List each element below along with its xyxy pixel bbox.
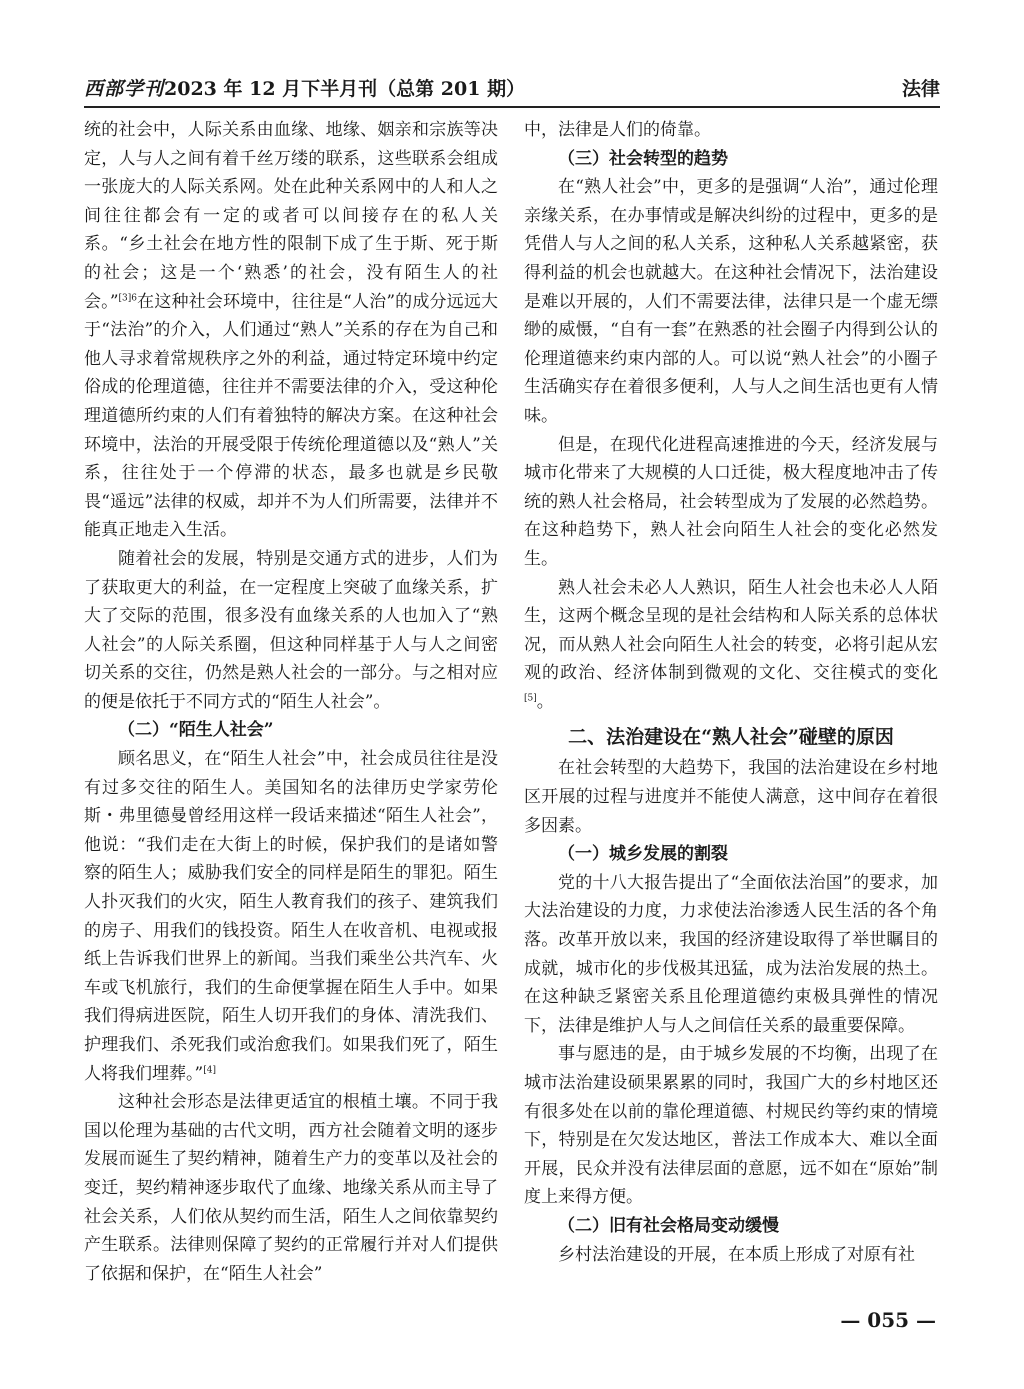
paragraph <box>524 869 938 1041</box>
header-rule <box>84 106 940 108</box>
paragraph <box>524 574 938 717</box>
paragraph-text: 在“熟人社会”中，更多的是强调“人治”，通过伦理亲缘关系，在办事情或是解决纠纷的过程中，更多的是凭借人与人之间的私人关系，这种私人关系越紧密，获得利益的机会也就越大。在这种社会情况下，法治建设是难以开展的，人们不需要法律，法律只是一个虚无缥缈的威慑，“自有一套”在熟悉的社会圈子内得到公认的伦理道德来约束内部的人。可以说“熟人社会”的小圈子生活确实存在着很多便利，人与人之间生活也更有人情味。 <box>524 177 938 426</box>
journal-title <box>84 74 525 101</box>
subsection-heading: （二）旧有社会格局变动缓慢 <box>558 1215 779 1236</box>
paragraph <box>524 431 938 574</box>
paragraph <box>84 116 498 545</box>
subsection-heading: （三）社会转型的趋势 <box>558 148 728 169</box>
paragraph-text: 中，法律是人们的倚靠。 <box>524 120 711 140</box>
subsection-heading: （二）“陌生人社会” <box>118 720 274 741</box>
paragraph <box>524 116 938 145</box>
paragraph-text: 乡村法治建设的开展，在本质上形成了对原有社 <box>558 1244 915 1265</box>
paragraph-text: 统的社会中，人际关系由血缘、地缘、姻亲和宗族等决定，人与人之间有着千丝万缕的联系，这些联系会组成一张庞大的人际关系网。处在此种关系网中的人和人之间往往都会有一定的或者可以间接存在的私人关系。“乡土社会在地方性的限制下成了生于斯、死于斯的社会；这是一个‘熟悉’的社会，没有陌生人的社会。” <box>84 120 498 312</box>
paragraph-text: 在社会转型的大趋势下，我国的法治建设在乡村地区开展的过程与进度并不能使人满意，这中间存在着很多因素。 <box>524 758 938 836</box>
paragraph-text: 这种社会形态是法律更适宜的根植土壤。不同于我国以伦理为基础的古代文明，西方社会随着文明的逐步发展而诞生了契约精神，随着生产力的变革以及社会的变迁，契约精神逐步取代了血缘、地缘关系从而主导了社会关系，人们依从契约而生活，陌生人之间依靠契约产生联系。法律则保障了契约的正常履行并对人们提供了依据和保护，在“陌生人社会” <box>84 1092 498 1284</box>
paragraph <box>84 1088 498 1288</box>
citation-ref: [5] <box>524 693 537 704</box>
paragraph-text: 党的十八大报告提出了“全面依法治国”的要求，加大法治建设的力度，力求使法治渗透人民生活的各个角落。改革开放以来，我国的经济建设取得了举世瞩目的成就，城市化的步伐极其迅猛，成为法治发展的热土。在这种缺乏紧密关系且伦理道德约束极具弹性的情况下，法律是维护人与人之间信任关系的最重要保障。 <box>524 872 938 1036</box>
right-column <box>524 116 938 1269</box>
section-label: 法律 <box>901 78 940 100</box>
page-number: — 055 — <box>840 1308 936 1332</box>
journal-logo: 西部学刊 <box>84 78 165 100</box>
left-column <box>84 116 498 1288</box>
paragraph-text: 熟人社会未必人人熟识，陌生人社会也未必人人陌生，这两个概念呈现的是社会结构和人际关系的总体状况，而从熟人社会向陌生人社会的转变，必将引起从宏观的政治、经济体制到微观的文化、交往模式的变化 <box>524 577 938 684</box>
paragraph-text-continued: 在这种社会环境中，往往是“人治”的成分远远大于“法治”的介入，人们通过“熟人”关系的存在为自己和他人寻求着常规秩序之外的利益，通过特定环境中约定俗成的伦理道德，往往并不需要法律的介入，受这种伦理道德所约束的人们有着独特的解决方案。在这种社会环境中，法治的开展受限于传统伦理道德以及“熟人”关系，往往处于一个停滞的状态，最多也就是乡民敬畏“遥远”法律的权威，却并不为人们所需要，法律并不能真正地走入生活。 <box>84 291 498 541</box>
paragraph <box>524 1241 938 1270</box>
paragraph-text: 事与愿违的是，由于城乡发展的不均衡，出现了在城市法治建设硕果累累的同时，我国广大的乡村地区还有很多处在以前的靠伦理道德、村规民约等约束的情境下，特别是在欠发达地区，普法工作成本大、难以全面开展，民众并没有法律层面的意愿，远不如在“原始”制度上来得方便。 <box>524 1044 938 1208</box>
paragraph-text: 顾名思义，在“陌生人社会”中，社会成员往往是没有过多交往的陌生人。美国知名的法律历史学家劳伦斯・弗里德曼曾经用这样一段话来描述“陌生人社会”，他说：“我们走在大街上的时候，保护我们的是诸如警察的陌生人；威胁我们安全的同样是陌生的罪犯。陌生人扑灭我们的火灾，陌生人教育我们的孩子、建筑我们的房子、用我们的钱投资。陌生人在收音机、电视或报纸上告诉我们世界上的新闻。当我们乘坐公共汽车、火车或飞机旅行，我们的生命便掌握在陌生人手中。如果我们得病进医院，陌生人切开我们的身体、清洗我们、护理我们、杀死我们或治愈我们。如果我们死了，陌生人将我们埋葬。” <box>84 749 498 1084</box>
paragraph <box>524 754 938 840</box>
journal-issue: 2023 年 12 月下半月刊（总第 201 期） <box>164 78 526 100</box>
paragraph <box>524 173 938 430</box>
paragraph <box>84 545 498 717</box>
subsection-heading: （一）城乡发展的割裂 <box>558 844 728 865</box>
paragraph <box>524 1040 938 1212</box>
paragraph-text: 随着社会的发展，特别是交通方式的进步，人们为了获取更大的利益，在一定程度上突破了血缘关系，扩大了交际的范围，很多没有血缘关系的人也加入了“熟人社会”的人际关系圈，但这种同样基于人与人之间密切关系的交往，仍然是熟人社会的一部分。与之相对应的便是依托于不同方式的“陌生人社会”。 <box>84 548 498 712</box>
paragraph-text: 但是，在现代化进程高速推进的今天，经济发展与城市化带来了大规模的人口迁徙，极大程度地冲击了传统的熟人社会格局，社会转型成为了发展的必然趋势。在这种趋势下，熟人社会向陌生人社会的变化必然发生。 <box>524 434 938 569</box>
citation-ref: [3]6 <box>118 292 138 303</box>
paragraph-text-continued: 。 <box>536 691 554 712</box>
paragraph <box>84 745 498 1088</box>
page-header <box>84 72 940 102</box>
citation-ref: [4] <box>203 1064 216 1075</box>
section-heading: 二、法治建设在“熟人社会”碰壁的原因 <box>568 726 894 749</box>
